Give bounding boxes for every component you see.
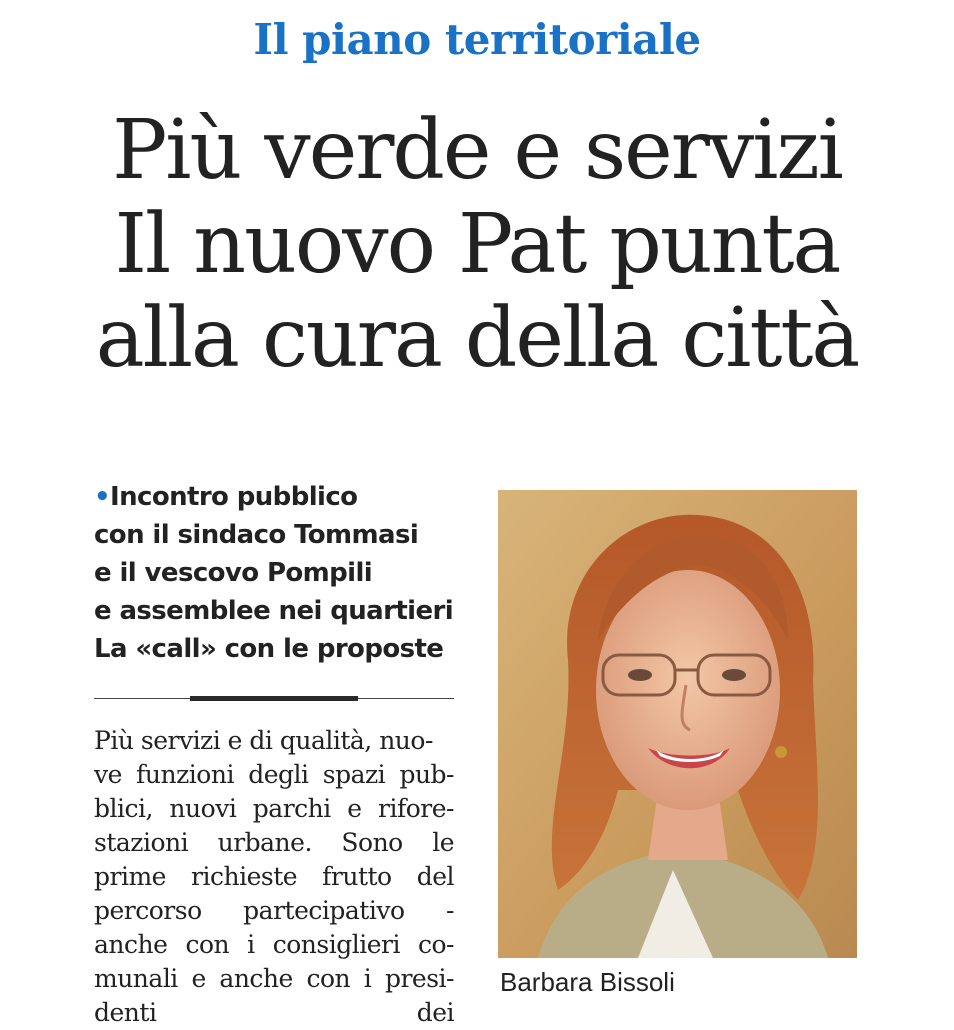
body-line: denti dei [94, 998, 454, 1027]
summary-line-text: Incontro pubblico [110, 482, 358, 512]
portrait-photo [498, 490, 857, 958]
headline [0, 104, 954, 386]
headline-line: Più verde e servizi [112, 103, 842, 198]
headline-line: alla cura della città [95, 291, 859, 386]
summary-line: La «call» con le proposte [94, 634, 444, 664]
summary-box [94, 478, 464, 668]
summary-line [94, 478, 464, 516]
divider-accent [190, 696, 358, 701]
body-line: stazioni urbane. Sono le [94, 828, 454, 857]
summary-line: e il vescovo Pompili [94, 558, 373, 588]
summary-line: con il sindaco Tommasi [94, 520, 419, 550]
summary-line: e assemblee nei quartieri [94, 596, 454, 626]
body-line: prime richieste frutto del [94, 862, 454, 891]
body-line: anche con i consiglieri co- [94, 930, 454, 959]
body-line: ve funzioni degli spazi pub- [94, 760, 454, 789]
portrait-illustration [498, 490, 857, 958]
body-line: blici, nuovi parchi e rifore- [94, 794, 454, 823]
headline-line: Il nuovo Pat punta [114, 197, 840, 292]
photo-caption: Barbara Bissoli [500, 967, 675, 997]
article-body [94, 724, 454, 1030]
section-kicker: Il piano territoriale [253, 15, 701, 64]
body-line: munali e anche con i presi- [94, 964, 454, 993]
body-line: Più servizi e di qualità, nuo- [94, 726, 433, 755]
bullet-icon: • [94, 482, 111, 512]
body-line: percorso partecipativo - [94, 896, 454, 925]
